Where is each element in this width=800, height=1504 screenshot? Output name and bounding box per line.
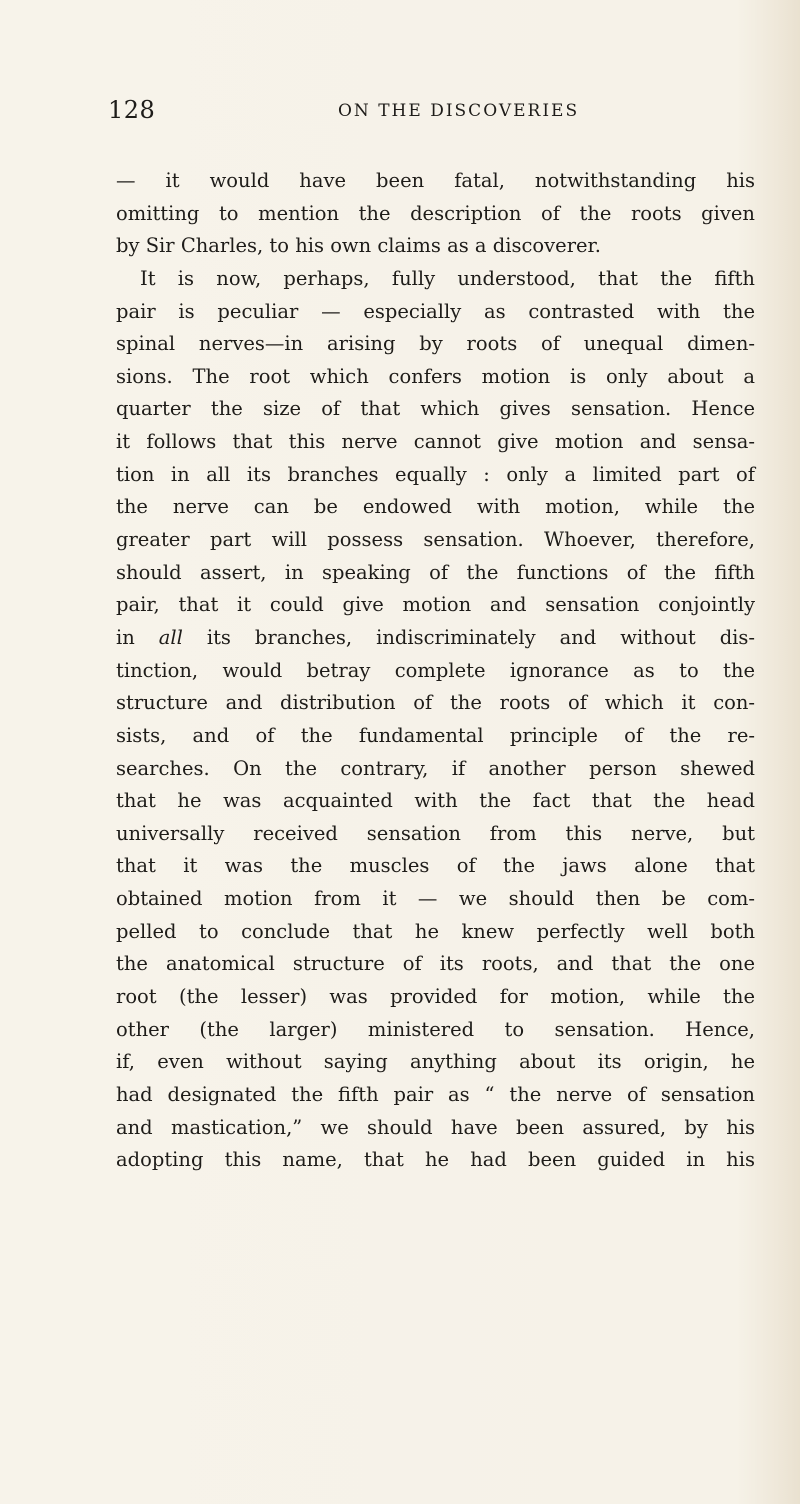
text-line: that it was the muscles of the jaws alone that [116, 854, 755, 878]
text-line: structure and distribution of the roots of which it con- [116, 691, 755, 715]
text-line: that he was acquainted with the fact that the head [116, 789, 755, 813]
text-line: it follows that this nerve cannot give motion and sensa- [116, 430, 755, 454]
text-line-with-italic [116, 622, 755, 655]
text-line: It is now, perhaps, fully understood, that the fifth [140, 266, 755, 290]
text-line: other (the larger) ministered to sensation. Hence, [116, 1017, 755, 1041]
text-line: tinction, would betray complete ignorance as to the [116, 658, 755, 682]
text-line: universally received sensation from this nerve, but [116, 821, 755, 845]
text-line: sions. The root which confers motion is only about a [116, 364, 755, 388]
text-fragment: in [116, 625, 159, 649]
body-text [116, 165, 755, 1177]
running-head: ON THE DISCOVERIES [338, 101, 580, 121]
text-line: pair, that it could give motion and sensation conjointly [116, 593, 755, 617]
text-line: pair is peculiar — especially as contrasted with the [116, 299, 755, 323]
text-line: should assert, in speaking of the functions of the fifth [116, 560, 755, 584]
text-line: the nerve can be endowed with motion, while the [116, 495, 755, 519]
text-line: had designated the fifth pair as “ the nerve of sensation [116, 1082, 755, 1106]
text-line: the anatomical structure of its roots, and that the one [116, 952, 755, 976]
text-line: sists, and of the fundamental principle of the re- [116, 723, 755, 747]
page-header [108, 96, 740, 136]
text-line: omitting to mention the description of the roots given [116, 201, 755, 225]
text-fragment: its branches, indiscriminately and without dis- [182, 625, 756, 649]
text-line: if, even without saying anything about its origin, he [116, 1050, 755, 1074]
text-line: adopting this name, that he had been guided in his [116, 1148, 755, 1172]
text-line: spinal nerves—in arising by roots of unequal dimen- [116, 332, 755, 356]
text-line: quarter the size of that which gives sensation. Hence [116, 397, 755, 421]
text-line: — it would have been fatal, notwithstanding his [116, 169, 755, 192]
italic-emphasis: all [158, 625, 183, 649]
text-line: obtained motion from it — we should then be com- [116, 887, 755, 911]
text-line: searches. On the contrary, if another person shewed [116, 756, 755, 780]
text-line: by Sir Charles, to his own claims as a discoverer. [116, 234, 601, 258]
text-line: tion in all its branches equally : only a limited part of [116, 462, 755, 486]
text-line: greater part will possess sensation. Whoever, therefore, [116, 528, 755, 552]
text-line: pelled to conclude that he knew perfectly well both [116, 919, 755, 943]
text-line: and mastication,” we should have been assured, by his [116, 1115, 755, 1139]
text-line: root (the lesser) was provided for motion, while the [116, 985, 755, 1009]
page-number: 128 [108, 96, 156, 124]
